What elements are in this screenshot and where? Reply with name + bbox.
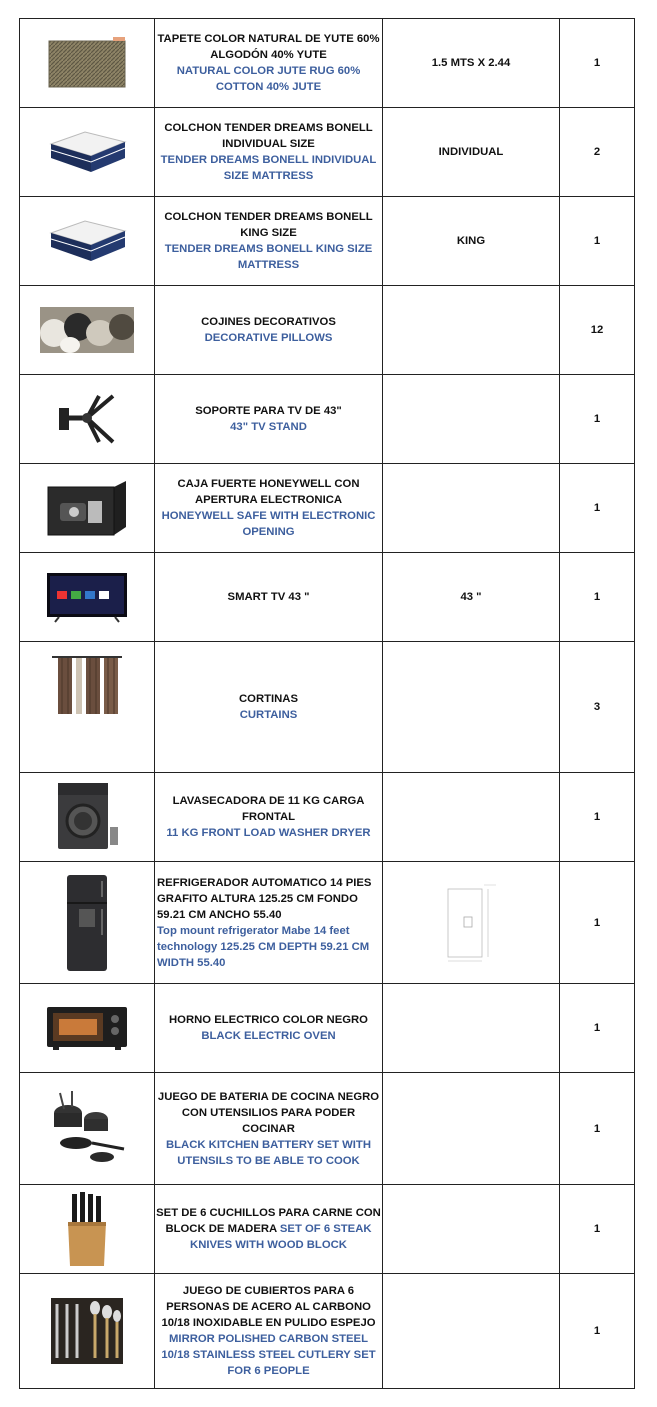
size-cell [383, 642, 560, 773]
description-en: CURTAINS [239, 709, 298, 721]
product-image-cell [20, 197, 155, 286]
pillows-icon [40, 307, 134, 353]
description-en: Top mount refrigerator Mabe 14 feet technology 125.25 CM DEPTH 59.21 CM WIDTH 55.40 [157, 924, 370, 969]
description-cell [155, 642, 383, 773]
size-cell [383, 1185, 560, 1274]
description-cell [155, 553, 383, 642]
quantity-cell: 1 [560, 19, 635, 108]
mattress-icon [45, 128, 129, 176]
washer-icon [54, 781, 120, 853]
size-cell: 1.5 MTS X 2.44 [383, 19, 560, 108]
tv-mount-icon [55, 390, 119, 448]
quantity-cell: 1 [560, 1274, 635, 1389]
product-image-cell [20, 108, 155, 197]
table-row [20, 108, 635, 197]
description-es: COLCHON TENDER DREAMS BONELL KING SIZE [164, 211, 373, 239]
table-row [20, 197, 635, 286]
table-row [20, 375, 635, 464]
description-es: SET DE 6 CUCHILLOS PARA CARNE CON BLOCK DE MADERA [156, 1207, 381, 1235]
quantity-cell: 1 [560, 553, 635, 642]
product-image-cell [20, 773, 155, 862]
curtains-icon [52, 656, 122, 716]
description-es: LAVASECADORA DE 11 KG CARGA FRONTAL [172, 795, 365, 823]
product-image-cell [20, 286, 155, 375]
description-cell [155, 773, 383, 862]
quantity-cell: 1 [560, 197, 635, 286]
product-image-cell [20, 1073, 155, 1185]
description-cell [155, 108, 383, 197]
description-es: CORTINAS [239, 693, 298, 705]
description-es: REFRIGERADOR AUTOMATICO 14 PIES GRAFITO ALTURA 125.25 CM FONDO 59.21 CM ANCHO 55.40 [157, 876, 372, 921]
jute-rug-icon [47, 37, 127, 89]
description-en: 11 KG FRONT LOAD WASHER DRYER [166, 827, 371, 839]
quantity-cell: 1 [560, 375, 635, 464]
description-en: 43" TV STAND [230, 421, 307, 433]
size-cell [383, 464, 560, 553]
table-row [20, 553, 635, 642]
size-cell [383, 862, 560, 984]
description-cell [155, 984, 383, 1073]
description-cell [155, 1274, 383, 1389]
size-cell: INDIVIDUAL [383, 108, 560, 197]
table-row [20, 1185, 635, 1274]
description-en: BLACK KITCHEN BATTERY SET WITH UTENSILS TO BE ABLE TO COOK [165, 1138, 371, 1167]
description-en: MIRROR POLISHED CARBON STEEL 10/18 STAINLESS STEEL CUTLERY SET FOR 6 PEOPLE [161, 1333, 376, 1377]
description-en: NATURAL COLOR JUTE RUG 60% COTTON 40% JUTE [176, 65, 361, 93]
product-image-cell [20, 984, 155, 1073]
oven-icon [45, 1005, 129, 1051]
product-image-cell [20, 553, 155, 642]
size-cell [383, 286, 560, 375]
table-row [20, 984, 635, 1073]
product-image-cell [20, 464, 155, 553]
product-image-cell [20, 1274, 155, 1389]
product-image-cell [20, 642, 155, 773]
description-cell [155, 464, 383, 553]
description-en: DECORATIVE PILLOWS [204, 332, 333, 344]
description-en: BLACK ELECTRIC OVEN [201, 1030, 336, 1042]
size-cell [383, 1073, 560, 1185]
description-cell [155, 197, 383, 286]
description-cell [155, 375, 383, 464]
product-image-cell [20, 19, 155, 108]
quantity-cell: 12 [560, 286, 635, 375]
description-es: SOPORTE PARA TV DE 43" [195, 405, 342, 417]
description-en: TENDER DREAMS BONELL KING SIZE MATTRESS [164, 243, 373, 271]
quantity-cell: 1 [560, 1073, 635, 1185]
size-cell [383, 1274, 560, 1389]
refrigerator-icon [65, 873, 109, 973]
quantity-cell: 1 [560, 984, 635, 1073]
table-row [20, 773, 635, 862]
description-en: HONEYWELL SAFE WITH ELECTRONIC OPENING [161, 510, 376, 538]
product-image-cell [20, 862, 155, 984]
description-es: JUEGO DE CUBIERTOS PARA 6 PERSONAS DE ACERO AL CARBONO 10/18 INOXIDABLE EN PULIDO ESPEJO [161, 1285, 376, 1329]
description-cell [155, 1073, 383, 1185]
table-row [20, 862, 635, 984]
description-cell [155, 862, 383, 984]
description-cell [155, 1185, 383, 1274]
description-es: HORNO ELECTRICO COLOR NEGRO [169, 1014, 368, 1026]
table-row [20, 1073, 635, 1185]
cookware-icon [46, 1089, 128, 1169]
table-row [20, 19, 635, 108]
size-cell [383, 984, 560, 1073]
product-image-cell [20, 1185, 155, 1274]
table-row [20, 1274, 635, 1389]
inventory-table [19, 18, 635, 1389]
quantity-cell: 3 [560, 642, 635, 773]
safe-icon [44, 479, 130, 537]
size-cell [383, 375, 560, 464]
size-cell: KING [383, 197, 560, 286]
description-cell [155, 19, 383, 108]
knife-block-icon [62, 1190, 112, 1268]
quantity-cell: 1 [560, 1185, 635, 1274]
description-es: COLCHON TENDER DREAMS BONELL INDIVIDUAL SIZE [164, 122, 373, 150]
description-es: CAJA FUERTE HONEYWELL CON APERTURA ELECTRONICA [177, 478, 360, 506]
table-row [20, 286, 635, 375]
description-en: TENDER DREAMS BONELL INDIVIDUAL SIZE MATTRESS [160, 154, 377, 182]
description-es: SMART TV 43 " [227, 591, 310, 603]
description-es: JUEGO DE BATERIA DE COCINA NEGRO CON UTENSILIOS PARA PODER COCINAR [157, 1090, 380, 1135]
refrigerator-dimensions-diagram [436, 883, 506, 963]
description-en: SET OF 6 STEAK KNIVES WITH WOOD BLOCK [190, 1223, 372, 1251]
cutlery-icon [51, 1298, 123, 1364]
quantity-cell: 1 [560, 862, 635, 984]
table-row [20, 464, 635, 553]
smart-tv-icon [45, 571, 129, 623]
table-row [20, 642, 635, 773]
description-es: COJINES DECORATIVOS [201, 316, 336, 328]
product-image-cell [20, 375, 155, 464]
size-cell [383, 773, 560, 862]
description-es: TAPETE COLOR NATURAL DE YUTE 60% ALGODÓN 40% YUTE [157, 33, 380, 61]
mattress-icon [45, 217, 129, 265]
quantity-cell: 2 [560, 108, 635, 197]
description-cell [155, 286, 383, 375]
quantity-cell: 1 [560, 464, 635, 553]
quantity-cell: 1 [560, 773, 635, 862]
size-cell: 43 " [383, 553, 560, 642]
